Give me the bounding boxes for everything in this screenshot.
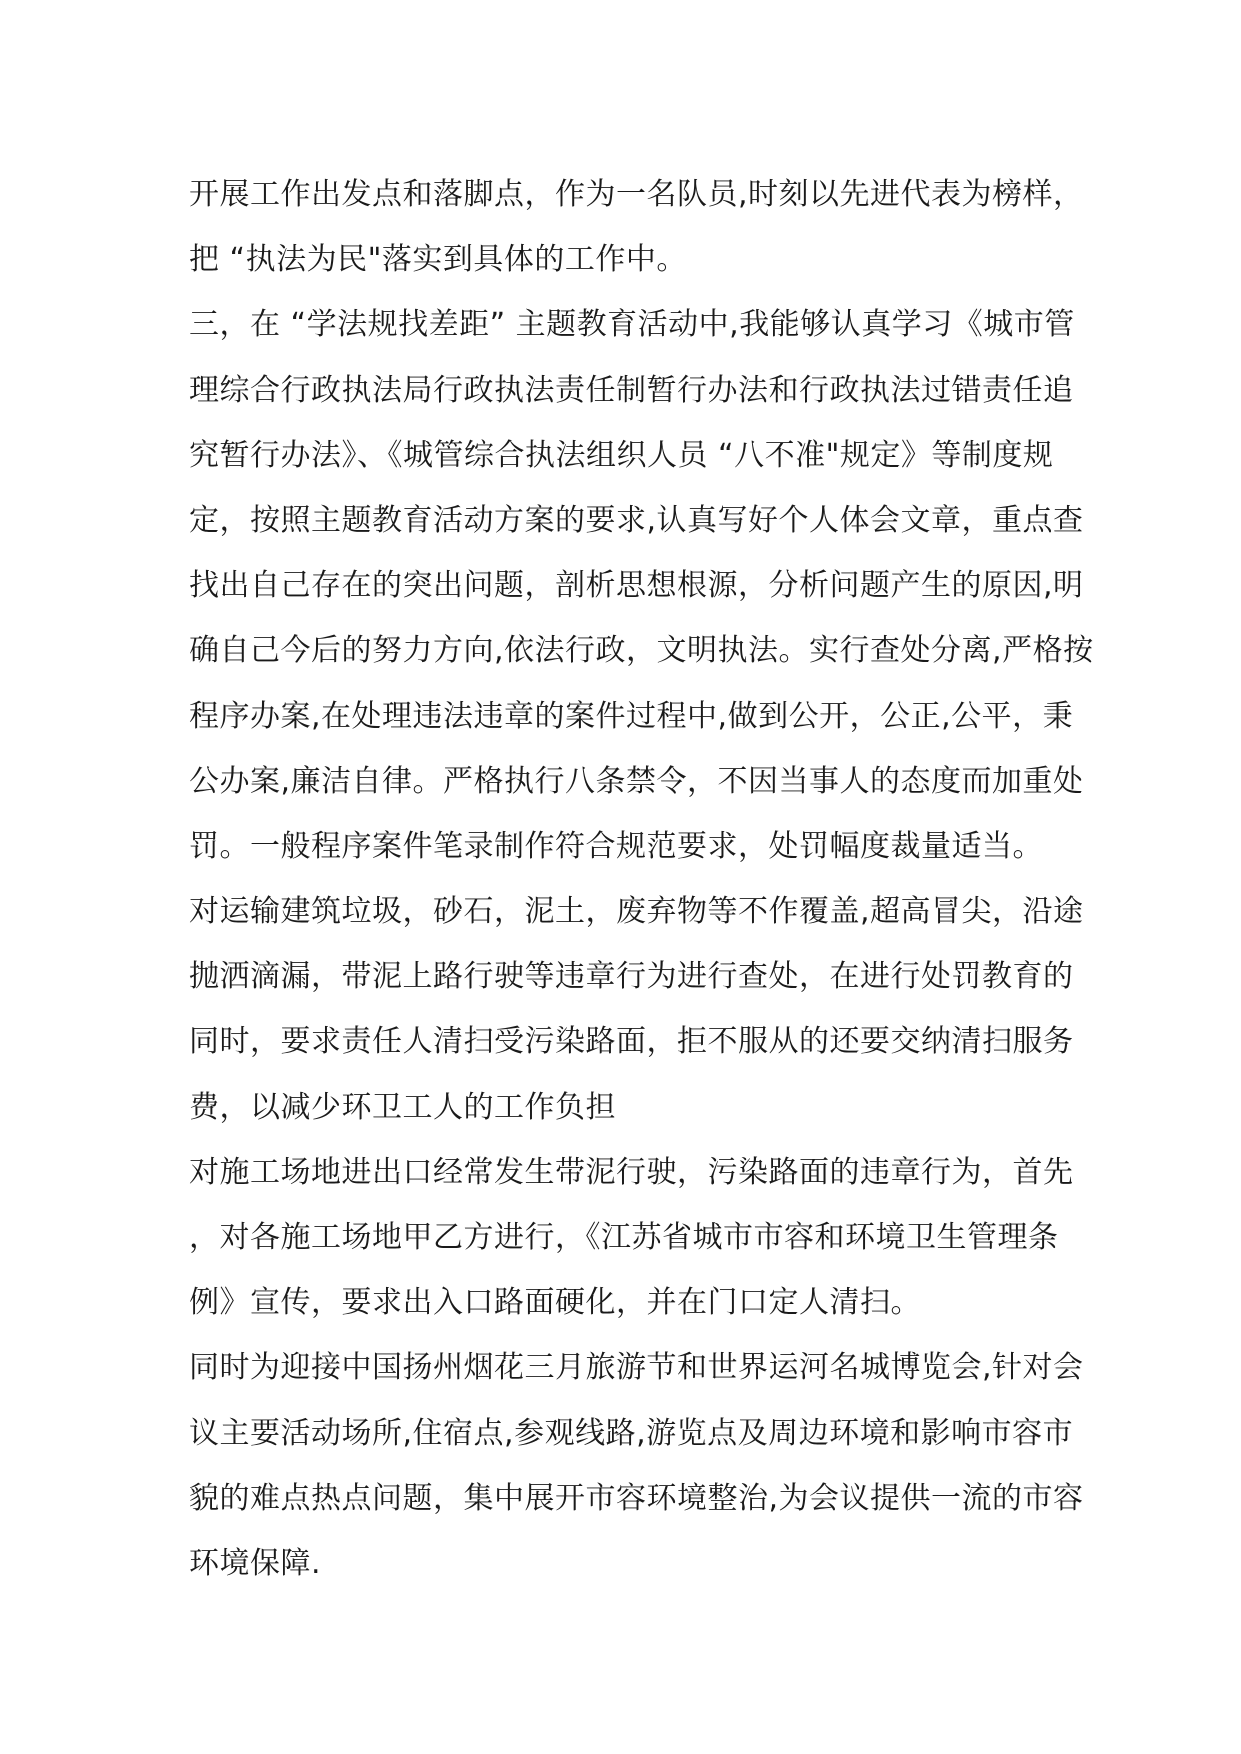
text-line: 确自己今后的努力方向,依法行政，文明执法。实行查处分离,严格按	[189, 633, 1094, 669]
text-line: 开展工作出发点和落脚点，作为一名队员,时刻以先进代表为榜样，	[189, 177, 1084, 212]
text-line: 公办案,廉洁自律。严格执行八条禁令，不因当事人的态度而加重处	[189, 763, 1084, 799]
text-line: 把 “执法为民"落实到具体的工作中。	[189, 242, 687, 278]
text-line: 找出自己存在的突出问题，剖析思想根源，分析问题产生的原因,明	[189, 568, 1084, 604]
text-line: 对运输建筑垃圾，砂石，泥土，废弃物等不作覆盖,超高冒尖，沿途	[189, 894, 1084, 930]
text-line: 究暂行办法》、《城管综合执法组织人员 “八不准"规定》等制度规	[189, 437, 1054, 473]
text-line: 同时，要求责任人清扫受污染路面，拒不服从的还要交纳清扫服务	[189, 1024, 1074, 1060]
text-line: 三，在 “学法规找差距” 主题教育活动中,我能够认真学习《城市管	[189, 307, 1075, 343]
text-line: 程序办案,在处理违法违章的案件过程中,做到公开，公正,公平，秉	[189, 698, 1074, 734]
text-line: 貌的难点热点问题，集中展开市容环境整治,为会议提供一流的市容	[189, 1480, 1084, 1516]
text-line: 定，按照主题教育活动方案的要求,认真写好个人体会文章，重点查	[189, 502, 1084, 538]
text-line: ，对各施工场地甲乙方进行，《江苏省城市市容和环境卫生管理条	[189, 1220, 1059, 1255]
text-line: 对施工场地进出口经常发生带泥行驶，污染路面的违章行为，首先	[189, 1154, 1074, 1190]
text-line: 例》宣传，要求出入口路面硬化，并在门口定人清扫。	[189, 1285, 921, 1321]
text-line: 费，以减少环卫工人的工作负担	[189, 1089, 616, 1125]
text-line: 同时为迎接中国扬州烟花三月旅游节和世界运河名城博览会,针对会	[189, 1350, 1084, 1386]
text-line: 抛洒滴漏，带泥上路行驶等违章行为进行查处，在进行处罚教育的	[189, 959, 1074, 995]
body-text	[189, 162, 1094, 1596]
text-line: 罚。一般程序案件笔录制作符合规范要求，处罚幅度裁量适当。	[189, 828, 1043, 864]
text-line: 环境保障.	[189, 1545, 322, 1581]
text-line: 理综合行政执法局行政执法责任制暂行办法和行政执法过错责任追	[189, 372, 1074, 408]
text-line: 议主要活动场所,住宿点,参观线路,游览点及周边环境和影响市容市	[189, 1415, 1074, 1451]
